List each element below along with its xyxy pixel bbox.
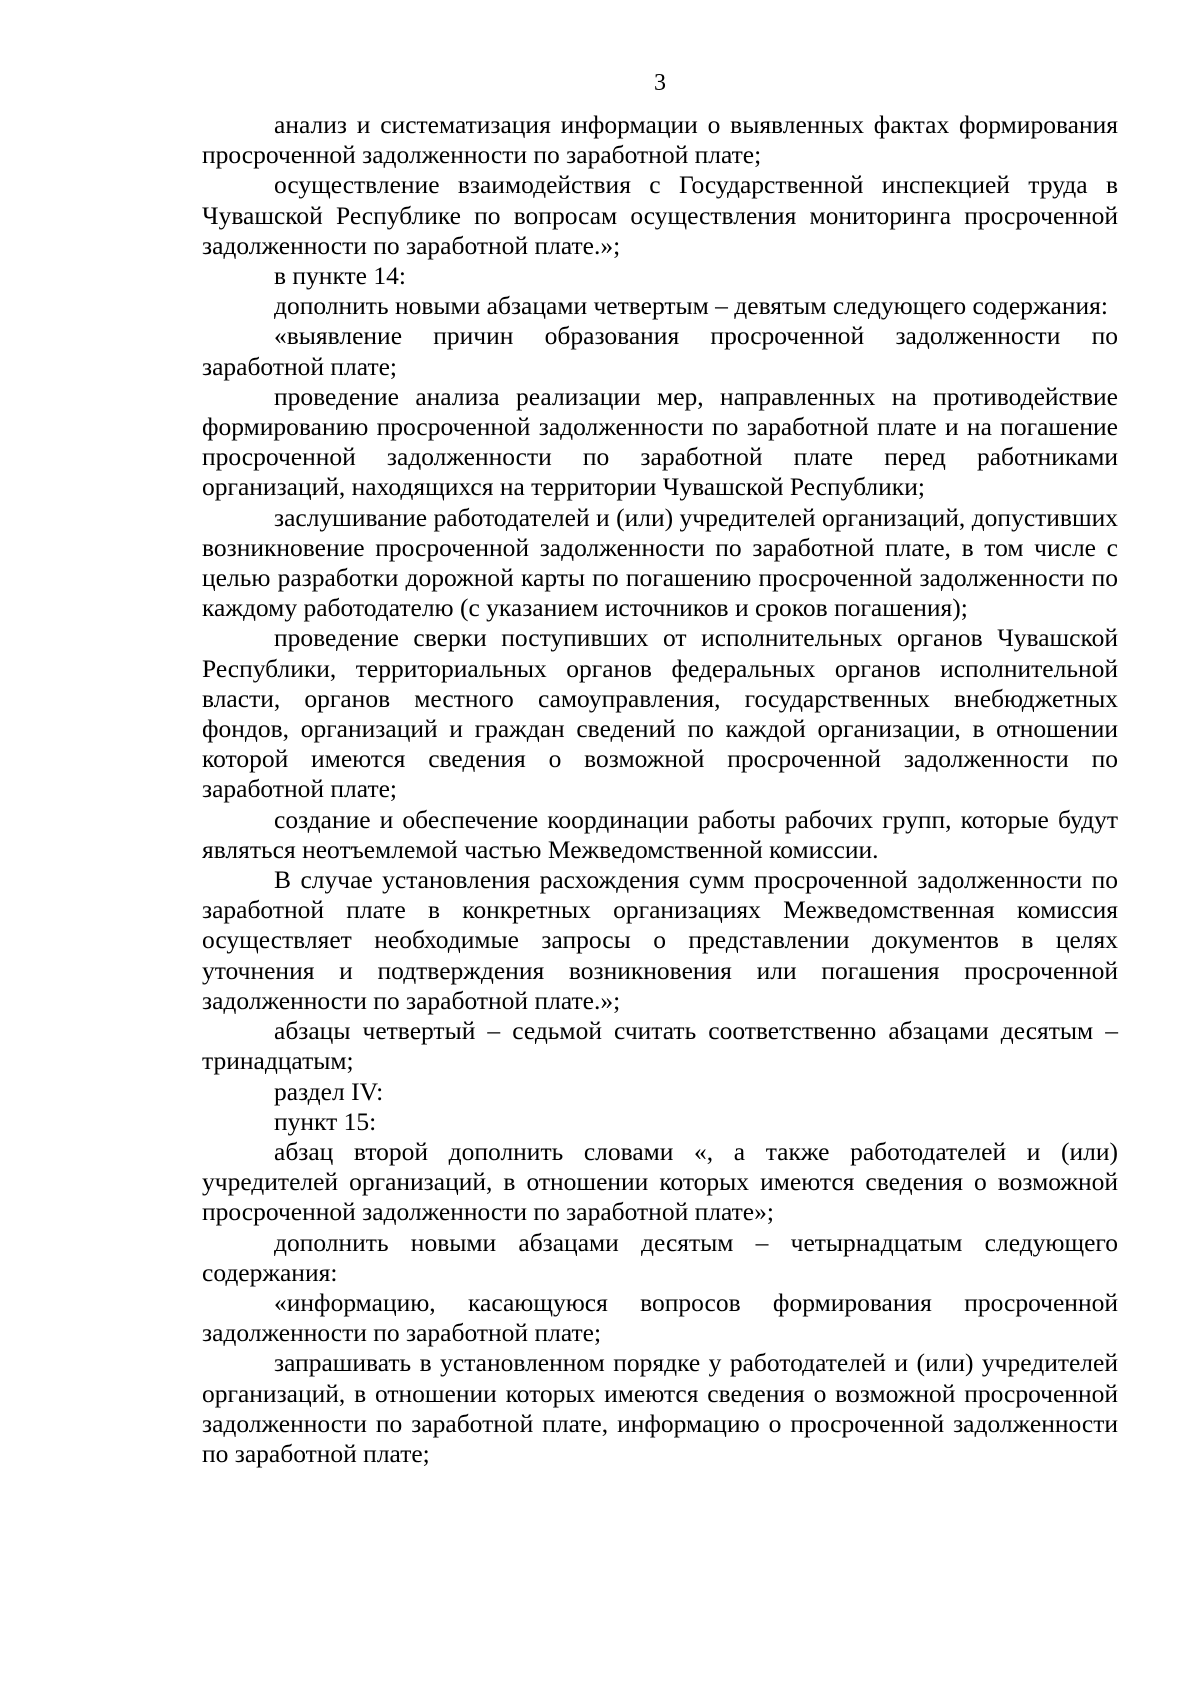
paragraph: «информацию, касающуюся вопросов формирования просроченной задолженности по заработной плате; xyxy=(202,1287,1118,1348)
paragraph: абзац второй дополнить словами «, а также работодателей и (или) учредителей организаций, в отношении которых имеются сведения о возможной просроченной задолженности по заработной плате»; xyxy=(202,1136,1118,1227)
document-body xyxy=(202,110,1118,1469)
paragraph: запрашивать в установленном порядке у работодателей и (или) учредителей организаций, в отношении которых имеются сведения о возможной просроченной задолженности по заработной плате, информацию о просроченной задолженности по заработной плате; xyxy=(202,1348,1118,1468)
paragraph: анализ и систематизация информации о выявленных фактах формирования просроченной задолженности по заработной плате; xyxy=(202,110,1118,170)
paragraph: проведение анализа реализации мер, направленных на противодействие формированию просроченной задолженности по заработной плате и на погашение просроченной задолженности по заработной плате перед работниками организаций, находящихся на территории Чувашской Республики; xyxy=(202,381,1118,502)
paragraph: абзацы четвертый – седьмой считать соответственно абзацами десятым – тринадцатым; xyxy=(202,1016,1118,1076)
paragraph: осуществление взаимодействия с Государственной инспекцией труда в Чувашской Республике по вопросам осуществления мониторинга просроченной задолженности по заработной плате.»; xyxy=(202,170,1118,260)
paragraph: В случае установления расхождения сумм просроченной задолженности по заработной плате в конкретных организациях Межведомственная комиссия осуществляет необходимые запросы о представлении документов в целях уточнения и подтверждения возникновения или погашения просроченной задолженности по заработной плате.»; xyxy=(202,865,1118,1015)
paragraph: проведение сверки поступивших от исполнительных органов Чувашской Республики, территориальных органов федеральных органов исполнительной власти, органов местного самоуправления, государственных внебюджетных фондов, организаций и граждан сведений по каждой организации, в отношении которой имеются сведения о возможной просроченной задолженности по заработной плате; xyxy=(202,623,1118,804)
paragraph: в пункте 14: xyxy=(274,261,406,291)
paragraph: создание и обеспечение координации работы рабочих групп, которые будут являться неотъемлемой частью Межведомственной комиссии. xyxy=(202,804,1118,864)
paragraph: дополнить новыми абзацами четвертым – девятым следующего содержания: xyxy=(274,291,1108,321)
paragraph: заслушивание работодателей и (или) учредителей организаций, допустивших возникновение просроченной задолженности по заработной плате, в том числе с целью разработки дорожной карты по погашению просроченной задолженности по каждому работодателю (с указанием источников и сроков погашения); xyxy=(202,502,1118,623)
page-number: 3 xyxy=(654,70,666,96)
paragraph: дополнить новыми абзацами десятым – четырнадцатым следующего содержания: xyxy=(202,1227,1118,1287)
paragraph: раздел IV: xyxy=(274,1076,384,1106)
paragraph: «выявление причин образования просроченной задолженности по заработной плате; xyxy=(202,321,1118,381)
paragraph: пункт 15: xyxy=(274,1106,377,1136)
